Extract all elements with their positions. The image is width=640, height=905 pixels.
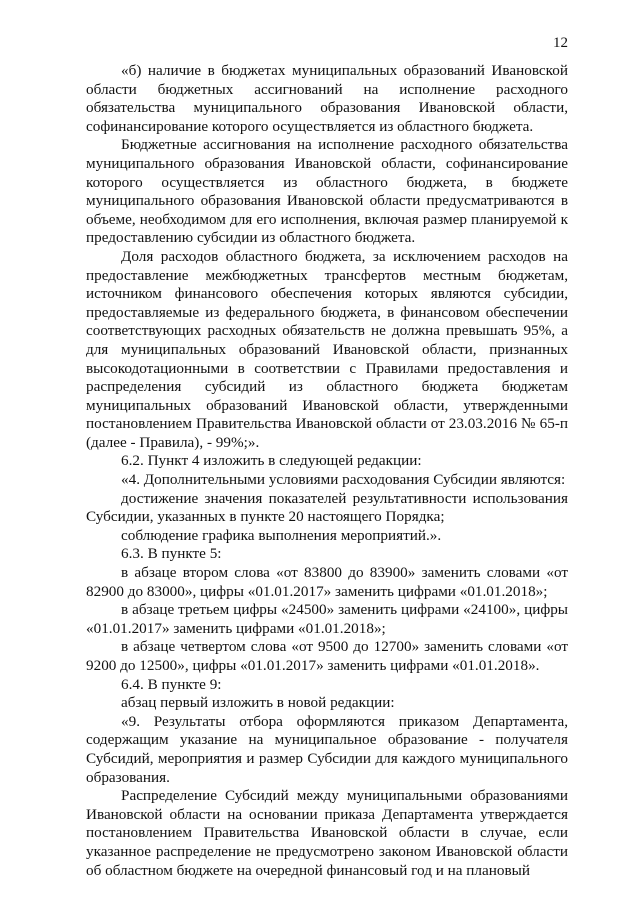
document-body <box>86 62 568 880</box>
paragraph: Доля расходов областного бюджета, за исключением расходов на предоставление межбюджетных трансфертов местным бюджетам, источником финансового обеспечения которых являются субсидии, предоставляемые из федерального бюджета, в финансовом обеспечении соответствующих расходных обязательств не должна превышать 95%, а для муниципальных образований Ивановской области, признанных высокодотационными в соответствии с Правилами предоставления и распределения субсидий из областного бюджета бюджетам муниципальных образований Ивановской области, утвержденными постановлением Правительства Ивановской области от 23.03.2016 № 65-п (далее - Правила), - 99%;». <box>86 247 568 451</box>
paragraph: в абзаце третьем цифры «24500» заменить цифрами «24100», цифры «01.01.2017» заменить цифрами «01.01.2018»; <box>86 601 568 637</box>
paragraph: Бюджетные ассигнования на исполнение расходного обязательства муниципального образования Ивановской области, софинансирование которого осуществляется из областного бюджета, в бюджете муниципального образования Ивановской области предусматриваются в объеме, необходимом для его исполнения, включая размер планируемой к предоставлению субсидии из областного бюджета. <box>86 136 568 247</box>
paragraph: в абзаце втором слова «от 83800 до 83900» заменить словами «от 82900 до 83000», цифры «01.01.2017» заменить цифрами «01.01.2018»; <box>86 564 568 600</box>
paragraph: 6.4. В пункте 9: <box>121 675 222 693</box>
paragraph: 6.3. В пункте 5: <box>121 545 222 563</box>
page-number: 12 <box>553 35 568 51</box>
paragraph: абзац первый изложить в новой редакции: <box>121 694 395 712</box>
paragraph: 6.2. Пункт 4 изложить в следующей редакции: <box>121 452 422 470</box>
paragraph: «4. Дополнительными условиями расходования Субсидии являются: <box>121 471 566 489</box>
paragraph: «9. Результаты отбора оформляются приказом Департамента, содержащим указание на муниципальное образование - получателя Субсидий, мероприятия и размер Субсидии для каждого муниципального образования. <box>86 712 568 786</box>
paragraph: «б) наличие в бюджетах муниципальных образований Ивановской области бюджетных ассигнований на исполнение расходного обязательства муниципального образования Ивановской области, софинансирование которого осуществляется из областного бюджета. <box>86 62 568 135</box>
paragraph: Распределение Субсидий между муниципальными образованиями Ивановской области на основании приказа Департамента утверждается постановлением Правительства Ивановской области в случае, если указанное распределение не предусмотрено законом Ивановской области об областном бюджете на очередной финансовый год и на плановый <box>86 787 568 879</box>
paragraph: достижение значения показателей результативности использования Субсидии, указанных в пункте 20 настоящего Порядка; <box>86 489 568 526</box>
paragraph: соблюдение графика выполнения мероприятий.». <box>121 526 442 544</box>
paragraph: в абзаце четвертом слова «от 9500 до 12700» заменить словами «от 9200 до 12500», цифры «01.01.2017» заменить цифрами «01.01.2018». <box>86 638 568 674</box>
